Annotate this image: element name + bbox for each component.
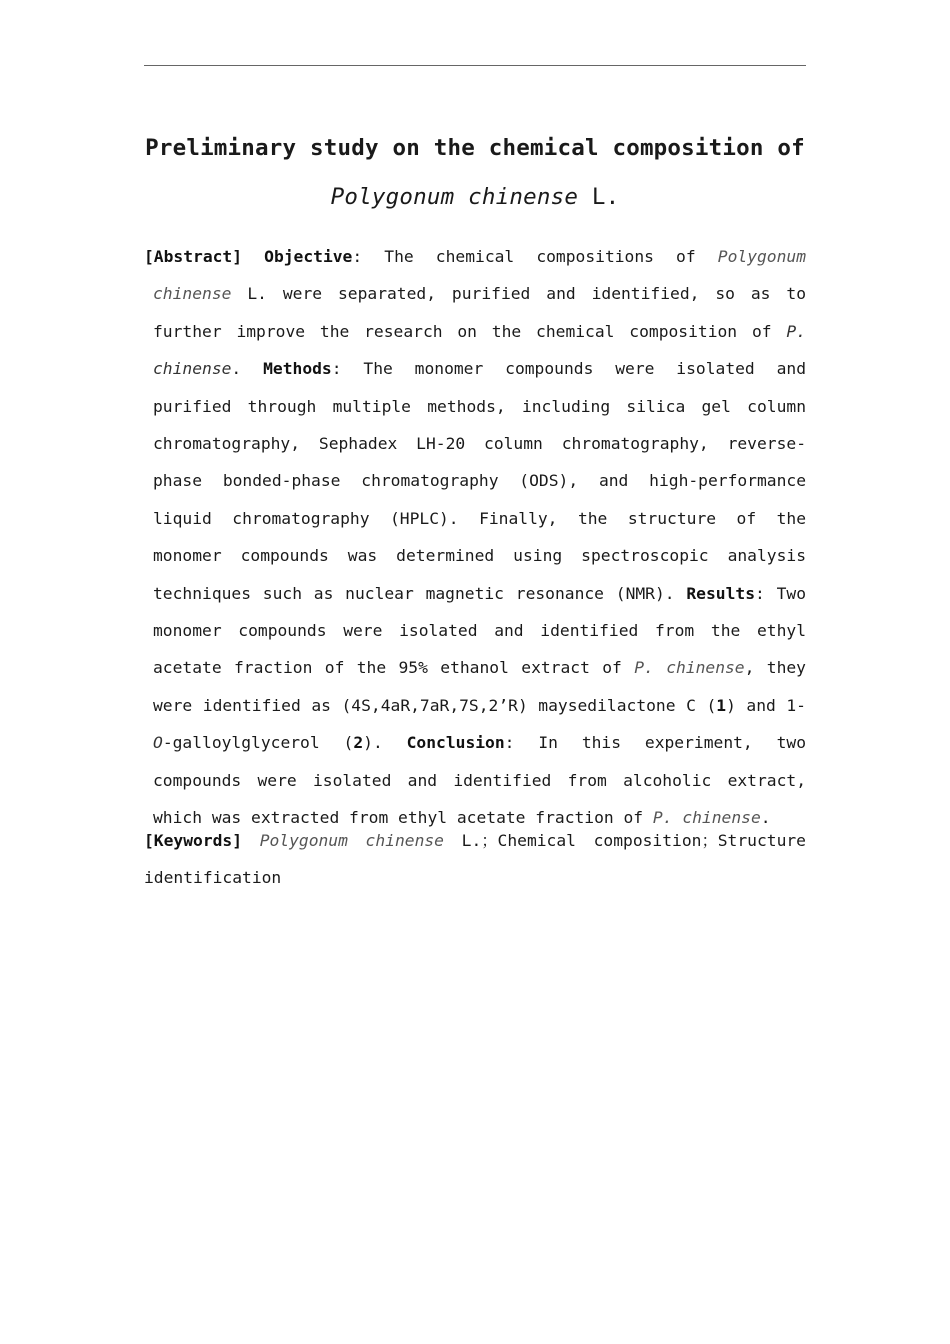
objective-species-abbr: P. chinense <box>153 321 806 379</box>
keyword-structure-identification: Structure identification <box>144 831 806 888</box>
results-label: Results <box>686 583 755 603</box>
abstract-label: [Abstract] <box>144 247 243 266</box>
conclusion-label: Conclusion <box>406 733 505 753</box>
conclusion-text: In this experiment, two compounds were isolated and identified from alcoholic extract, which was extracted from ethyl acetate fraction of <box>153 733 806 828</box>
methods-colon: : <box>331 359 364 379</box>
compound-1-number: 1 <box>716 695 727 715</box>
objective-species: Polygonum chinense <box>153 247 807 304</box>
conclusion-colon: : <box>504 733 539 753</box>
keywords-paragraph <box>144 822 806 897</box>
keyword-chemical-composition: Chemical composition <box>497 831 702 850</box>
results-text-1: Two monomer compounds were isolated and identified from the ethyl acetate fraction of the 95% ethanol extract of <box>153 583 807 678</box>
abstract-paragraph <box>144 238 806 837</box>
objective-text-1: The chemical compositions of <box>384 247 718 266</box>
keywords-label: [Keywords] <box>144 831 243 850</box>
results-text-4: -galloylglycerol ( <box>162 733 354 753</box>
title-authority: L. <box>578 184 620 210</box>
results-text-2: , they were identified as (4S,4aR,7aR,7S,2’R) maysedilactone C ( <box>153 658 806 715</box>
objective-period: . <box>231 359 242 379</box>
results-text-3: ) and 1- <box>726 695 806 715</box>
keyword-species-authority: L. <box>443 831 482 850</box>
keyword-species: Polygonum chinense <box>259 831 444 850</box>
keyword-separator-2: ； <box>701 831 718 850</box>
results-species-abbr: P. chinense <box>634 658 745 678</box>
title-species: Polygonum chinense <box>330 184 579 210</box>
results-colon: : <box>755 583 777 603</box>
objective-text-2: L. were separated, purified and identified, so as to further improve the research on the chemical composition of <box>153 284 806 341</box>
o-italic: O <box>153 733 163 753</box>
title-line-1: Preliminary study on the chemical composition of <box>145 135 805 161</box>
objective-label: Objective <box>264 247 353 266</box>
paper-title <box>144 124 806 222</box>
keyword-separator-1: ； <box>481 831 498 850</box>
methods-text: The monomer compounds were isolated and purified through multiple methods, including silica gel column chromatography, Sephadex LH-20 column chromatography, reverse-phase bonded-phase chromatography (ODS), and high-performance liquid chromatography (HPLC). Finally, the structure of the monomer compounds was determined using spectroscopic analysis techniques such as nuclear magnetic resonance (NMR). <box>153 359 806 603</box>
results-text-5: ). <box>363 733 407 753</box>
compound-2-number: 2 <box>353 733 364 753</box>
methods-label: Methods <box>263 359 332 379</box>
title-line-2 <box>144 173 806 222</box>
conclusion-period: . <box>760 808 771 828</box>
objective-colon: : <box>352 247 385 266</box>
conclusion-species-abbr: P. chinense <box>652 808 761 828</box>
header-rule <box>144 65 806 66</box>
